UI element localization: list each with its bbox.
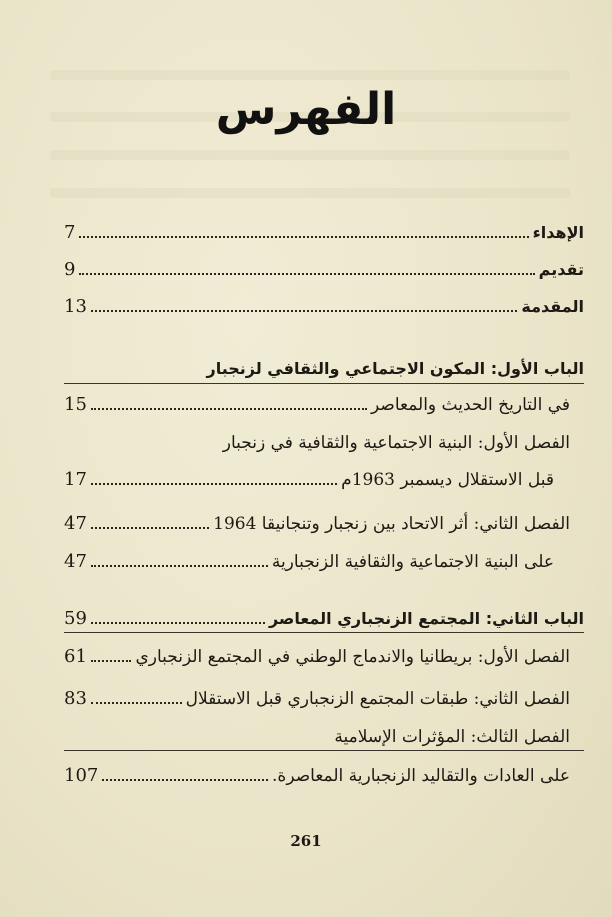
toc-entry-label: المقدمة: [521, 297, 584, 316]
section-divider: [64, 632, 584, 633]
toc-entry-page: 59: [64, 608, 87, 629]
toc-entry-page: 107: [64, 765, 99, 786]
dot-leader: [91, 565, 268, 567]
section-divider: [64, 383, 584, 384]
toc-entry: [64, 638, 584, 668]
toc-entry-label: الفصل الثاني: أثر الاتحاد بين زنجبار وتنجانيقا 1964: [213, 514, 570, 534]
toc-entry-page: 17: [64, 469, 87, 490]
toc-entry-label: الباب الأول: المكون الاجتماعي والثقافي لزنجبار: [206, 359, 584, 378]
toc-chapter-heading: [64, 424, 584, 454]
toc-entry-label: الفصل الأول: البنية الاجتماعية والثقافية في زنجبار: [222, 433, 570, 453]
page-number: 261: [290, 832, 322, 850]
toc-entry: [64, 288, 584, 318]
toc-entry: [64, 386, 584, 416]
toc-entry-page: 15: [64, 394, 87, 415]
toc-entry: [64, 757, 584, 787]
toc-entry-page: 13: [64, 296, 87, 317]
toc-entry-page: 9: [64, 259, 76, 280]
dot-leader: [79, 236, 528, 238]
toc-entry-label: الفصل الأول: بريطانيا والاندماج الوطني في المجتمع الزنجباري: [135, 647, 570, 667]
toc-entry-label: على العادات والتقاليد الزنجبارية المعاصرة.: [272, 766, 570, 786]
toc-chapter-heading: [64, 718, 584, 748]
bleed-through-line: [50, 188, 570, 198]
bleed-through-line: [50, 70, 570, 80]
section-divider: [64, 750, 584, 751]
dot-leader: [79, 273, 534, 275]
dot-leader: [91, 660, 132, 662]
toc-entry-page: 47: [64, 551, 87, 572]
toc-entry-label: الفصل الثالث: المؤثرات الإسلامية: [334, 727, 570, 747]
toc-entry: [64, 214, 584, 244]
toc-entry: [64, 505, 584, 535]
toc-entry: [64, 600, 584, 630]
toc-entry-page: 47: [64, 513, 87, 534]
dot-leader: [91, 310, 518, 312]
toc-entry: [64, 680, 584, 710]
toc-entry: [64, 461, 584, 491]
dot-leader: [102, 779, 268, 781]
page-title: الفهرس: [215, 84, 397, 135]
toc-entry-label: الإهداء: [532, 223, 584, 242]
toc-entry: [64, 543, 584, 573]
toc-part-heading: [64, 350, 584, 380]
toc-entry-page: 83: [64, 688, 87, 709]
toc-entry-label: الفصل الثاني: طبقات المجتمع الزنجباري قبل الاستقلال: [185, 689, 570, 709]
toc-entry-page: 61: [64, 646, 87, 667]
toc-entry-label: الباب الثاني: المجتمع الزنجباري المعاصر: [268, 609, 584, 628]
dot-leader: [91, 527, 209, 529]
dot-leader: [91, 408, 367, 410]
toc-entry: [64, 251, 584, 281]
toc-entry-label: على البنية الاجتماعية والثقافية الزنجبارية: [271, 552, 554, 572]
toc-entry-label: قبل الاستقلال ديسمبر 1963م: [341, 470, 554, 490]
toc-entry-label: تقديم: [538, 260, 584, 279]
bleed-through-line: [50, 150, 570, 160]
toc-entry-label: في التاريخ الحديث والمعاصر: [371, 395, 570, 415]
dot-leader: [91, 483, 337, 485]
toc-entry-page: 7: [64, 222, 76, 243]
dot-leader: [91, 702, 182, 704]
dot-leader: [91, 622, 265, 624]
